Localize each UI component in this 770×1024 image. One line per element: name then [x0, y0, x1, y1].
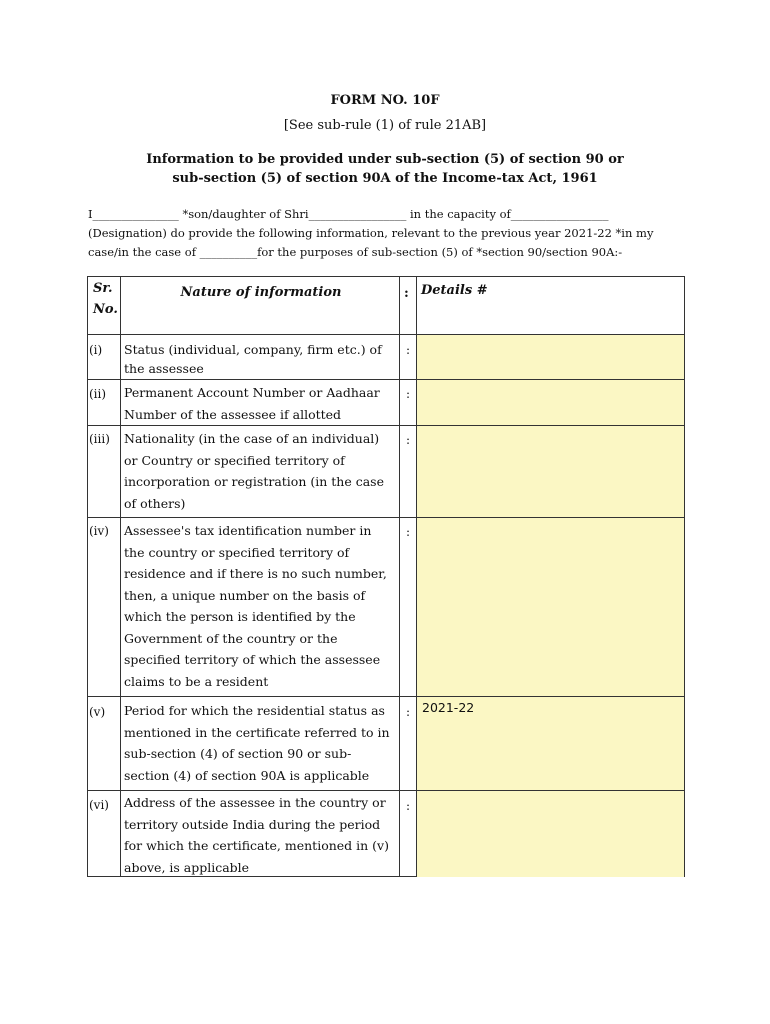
nature-line: Permanent Account Number or Aadhaar: [124, 385, 380, 400]
row-divider: [88, 696, 684, 697]
nature-line: sub-section (4) of section 90 or sub-: [124, 746, 352, 761]
header-nature-of-information: Nature of information: [180, 285, 342, 300]
row-details-v: 2021-22: [422, 700, 475, 715]
form-heading: [0, 150, 770, 188]
details-field-vi[interactable]: [417, 791, 684, 877]
nature-line: territory outside India during the period: [124, 816, 381, 832]
declaration-paragraph: [88, 205, 688, 262]
nature-line: above, is applicable: [124, 859, 250, 875]
nature-line: Assessee's tax identification number in: [124, 523, 372, 538]
details-field-iii[interactable]: [417, 426, 684, 517]
nature-line: Period for which the residential status as: [124, 703, 385, 718]
nature-line: then, a unique number on the basis of: [124, 587, 366, 603]
row-colon-iii: :: [406, 433, 411, 447]
row-nature-iii: [124, 428, 397, 514]
row-divider: [88, 517, 684, 518]
nature-line: Number of the assessee if allotted: [124, 406, 342, 422]
row-sr-iii: (iii): [89, 432, 110, 446]
column-divider-sr: [120, 277, 121, 876]
header-sr-line-2: No.: [93, 302, 118, 317]
nature-line: incorporation or registration (in the case: [124, 474, 384, 489]
row-colon-iv: :: [406, 525, 411, 539]
nature-line: or Country or specified territory of: [124, 452, 345, 468]
nature-line: the country or specified territory of: [124, 544, 350, 560]
nature-line: of others): [124, 495, 186, 511]
row-nature-vi: [124, 792, 397, 878]
declaration-line-1: I_______________ *son/daughter of Shri_________________ in the capacity of_________________: [88, 207, 609, 221]
row-divider: [88, 425, 684, 426]
form-heading-line-1: Information to be provided under sub-section (5) of section 90 or: [146, 152, 624, 167]
row-nature-v: [124, 700, 397, 786]
nature-line: specified territory of which the assessee: [124, 652, 381, 667]
nature-line: mentioned in the certificate referred to in: [124, 724, 390, 740]
nature-line: Nationality (in the case of an individual): [124, 431, 380, 446]
row-nature-i: [124, 340, 397, 378]
declaration-line-2: (Designation) do provide the following information, relevant to the previous year 2021-22 *in my: [88, 226, 654, 240]
row-divider: [88, 334, 684, 335]
nature-line: the assessee: [124, 361, 204, 376]
nature-line: section (4) of section 90A is applicable: [124, 767, 370, 783]
form-title: FORM NO. 10F: [330, 93, 440, 108]
nature-line: claims to be a resident: [124, 673, 269, 689]
row-colon-ii: :: [406, 387, 411, 401]
rule-reference: [See sub-rule (1) of rule 21AB]: [283, 118, 487, 133]
column-divider-colon: [416, 277, 417, 876]
nature-line: Government of the country or the: [124, 630, 338, 646]
details-field-i[interactable]: [417, 335, 684, 379]
row-sr-ii: (ii): [89, 387, 107, 401]
row-nature-iv: [124, 520, 397, 692]
header-details: Details #: [421, 283, 488, 298]
information-table: [87, 276, 685, 877]
row-colon-vi: :: [406, 799, 411, 813]
row-divider: [88, 790, 684, 791]
row-sr-v: (v): [89, 705, 106, 719]
header-colon: :: [404, 286, 409, 301]
details-field-ii[interactable]: [417, 380, 684, 425]
nature-line: which the person is identified by the: [124, 609, 356, 624]
header-sr-line-1: Sr.: [93, 281, 113, 296]
row-sr-i: (i): [89, 343, 103, 357]
nature-line: residence and if there is no such number,: [124, 566, 387, 581]
details-field-iv[interactable]: [417, 518, 684, 696]
declaration-line-3: case/in the case of __________for the purposes of sub-section (5) of *section 90/section 90A:-: [88, 245, 623, 259]
row-nature-ii: [124, 382, 397, 425]
nature-line: Status (individual, company, firm etc.) of: [124, 342, 382, 357]
nature-line: Address of the assessee in the country or: [124, 795, 386, 810]
column-divider-nature: [399, 277, 400, 876]
row-colon-i: :: [406, 343, 411, 357]
header-sr-no: [93, 278, 118, 320]
row-colon-v: :: [406, 705, 411, 719]
row-sr-iv: (iv): [89, 524, 109, 538]
row-sr-vi: (vi): [89, 798, 109, 812]
form-heading-line-2: sub-section (5) of section 90A of the Income-tax Act, 1961: [172, 171, 598, 186]
nature-line: for which the certificate, mentioned in (v): [124, 838, 389, 853]
row-divider: [88, 379, 684, 380]
